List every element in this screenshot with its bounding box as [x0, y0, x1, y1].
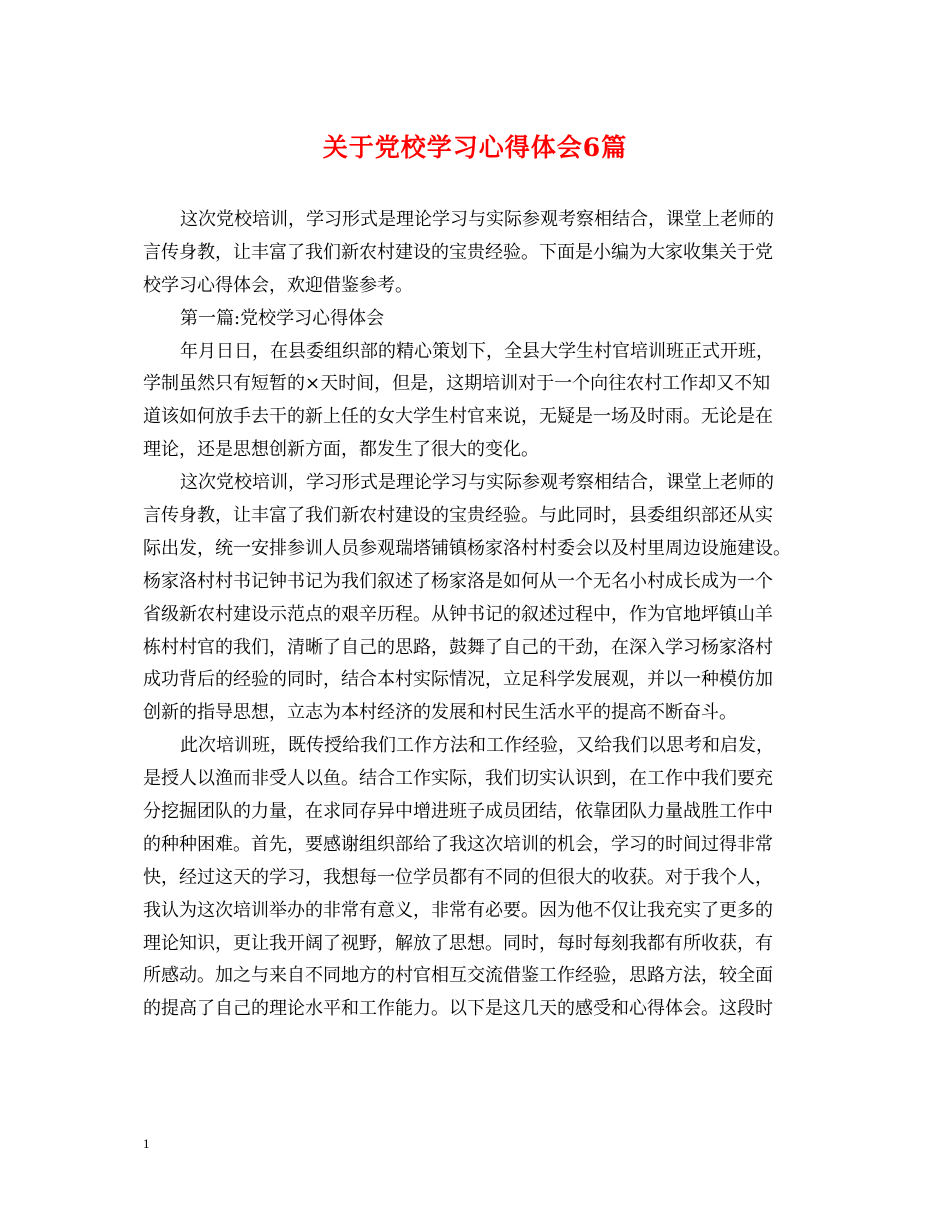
page-number: 1 — [143, 1136, 150, 1151]
text-line: 理论知识，更让我开阔了视野，解放了思想。同时，每时每刻我都有所收获，有 — [143, 932, 773, 954]
text-line: 这次党校培训，学习形式是理论学习与实际参观考察相结合，课堂上老师的 — [180, 472, 774, 494]
text-line: 分挖掘团队的力量，在求同存异中增进班子成员团结，依靠团队力量战胜工作中 — [143, 801, 773, 823]
text-line: 栋村村官的我们，清晰了自己的思路，鼓舞了自己的干劲，在深入学习杨家洛村 — [143, 636, 773, 658]
text-line: 言传身教，让丰富了我们新农村建设的宝贵经验。下面是小编为大家收集关于党 — [143, 241, 773, 263]
text-line: 此次培训班，既传授给我们工作方法和工作经验，又给我们以思考和启发， — [180, 735, 774, 757]
text-line: 所感动。加之与来自不同地方的村官相互交流借鉴工作经验，思路方法，较全面 — [143, 965, 773, 987]
text-line: 快，经过这天的学习，我想每一位学员都有不同的但很大的收获。对于我个人， — [143, 866, 773, 888]
text-line: 杨家洛村村书记钟书记为我们叙述了杨家洛是如何从一个无名小村成长成为一个 — [143, 570, 773, 592]
text-line: 言传身教，让丰富了我们新农村建设的宝贵经验。与此同时，县委组织部还从实 — [143, 505, 773, 527]
text-line: 理论，还是思想创新方面，都发生了很大的变化。 — [143, 439, 539, 461]
text-line: 学制虽然只有短暂的×天时间，但是，这期培训对于一个向往农村工作却又不知 — [143, 373, 771, 395]
text-line: 第一篇:党校学习心得体会 — [180, 307, 385, 329]
text-line: 的提高了自己的理论水平和工作能力。以下是这几天的感受和心得体会。这段时 — [143, 998, 773, 1020]
document-body — [143, 204, 817, 1026]
text-line: 校学习心得体会，欢迎借鉴参考。 — [143, 274, 413, 296]
text-line: 年月日日，在县委组织部的精心策划下，全县大学生村官培训班正式开班， — [180, 340, 774, 362]
text-line: 创新的指导思想，立志为本村经济的发展和村民生活水平的提高不断奋斗。 — [143, 702, 737, 724]
text-line: 是授人以渔而非受人以鱼。结合工作实际，我们切实认识到，在工作中我们要充 — [143, 768, 773, 790]
text-line: 这次党校培训，学习形式是理论学习与实际参观考察相结合，课堂上老师的 — [180, 209, 774, 230]
text-line: 我认为这次培训举办的非常有意义，非常有必要。因为他不仅让我充实了更多的 — [143, 899, 773, 921]
text-line: 的种种困难。首先，要感谢组织部给了我这次培训的机会，学习的时间过得非常 — [143, 833, 773, 855]
text-line: 成功背后的经验的同时，结合本村实际情况，立足科学发展观，并以一种模仿加 — [143, 669, 773, 691]
text-line: 际出发，统一安排参训人员参观瑞塔铺镇杨家洛村村委会以及村里周边设施建设。 — [143, 537, 791, 559]
text-line: 道该如何放手去干的新上任的女大学生村官来说，无疑是一场及时雨。无论是在 — [143, 406, 773, 428]
document-title: 关于党校学习心得体会6篇 — [322, 133, 628, 162]
text-line: 省级新农村建设示范点的艰辛历程。从钟书记的叙述过程中，作为官地坪镇山羊 — [143, 603, 773, 625]
